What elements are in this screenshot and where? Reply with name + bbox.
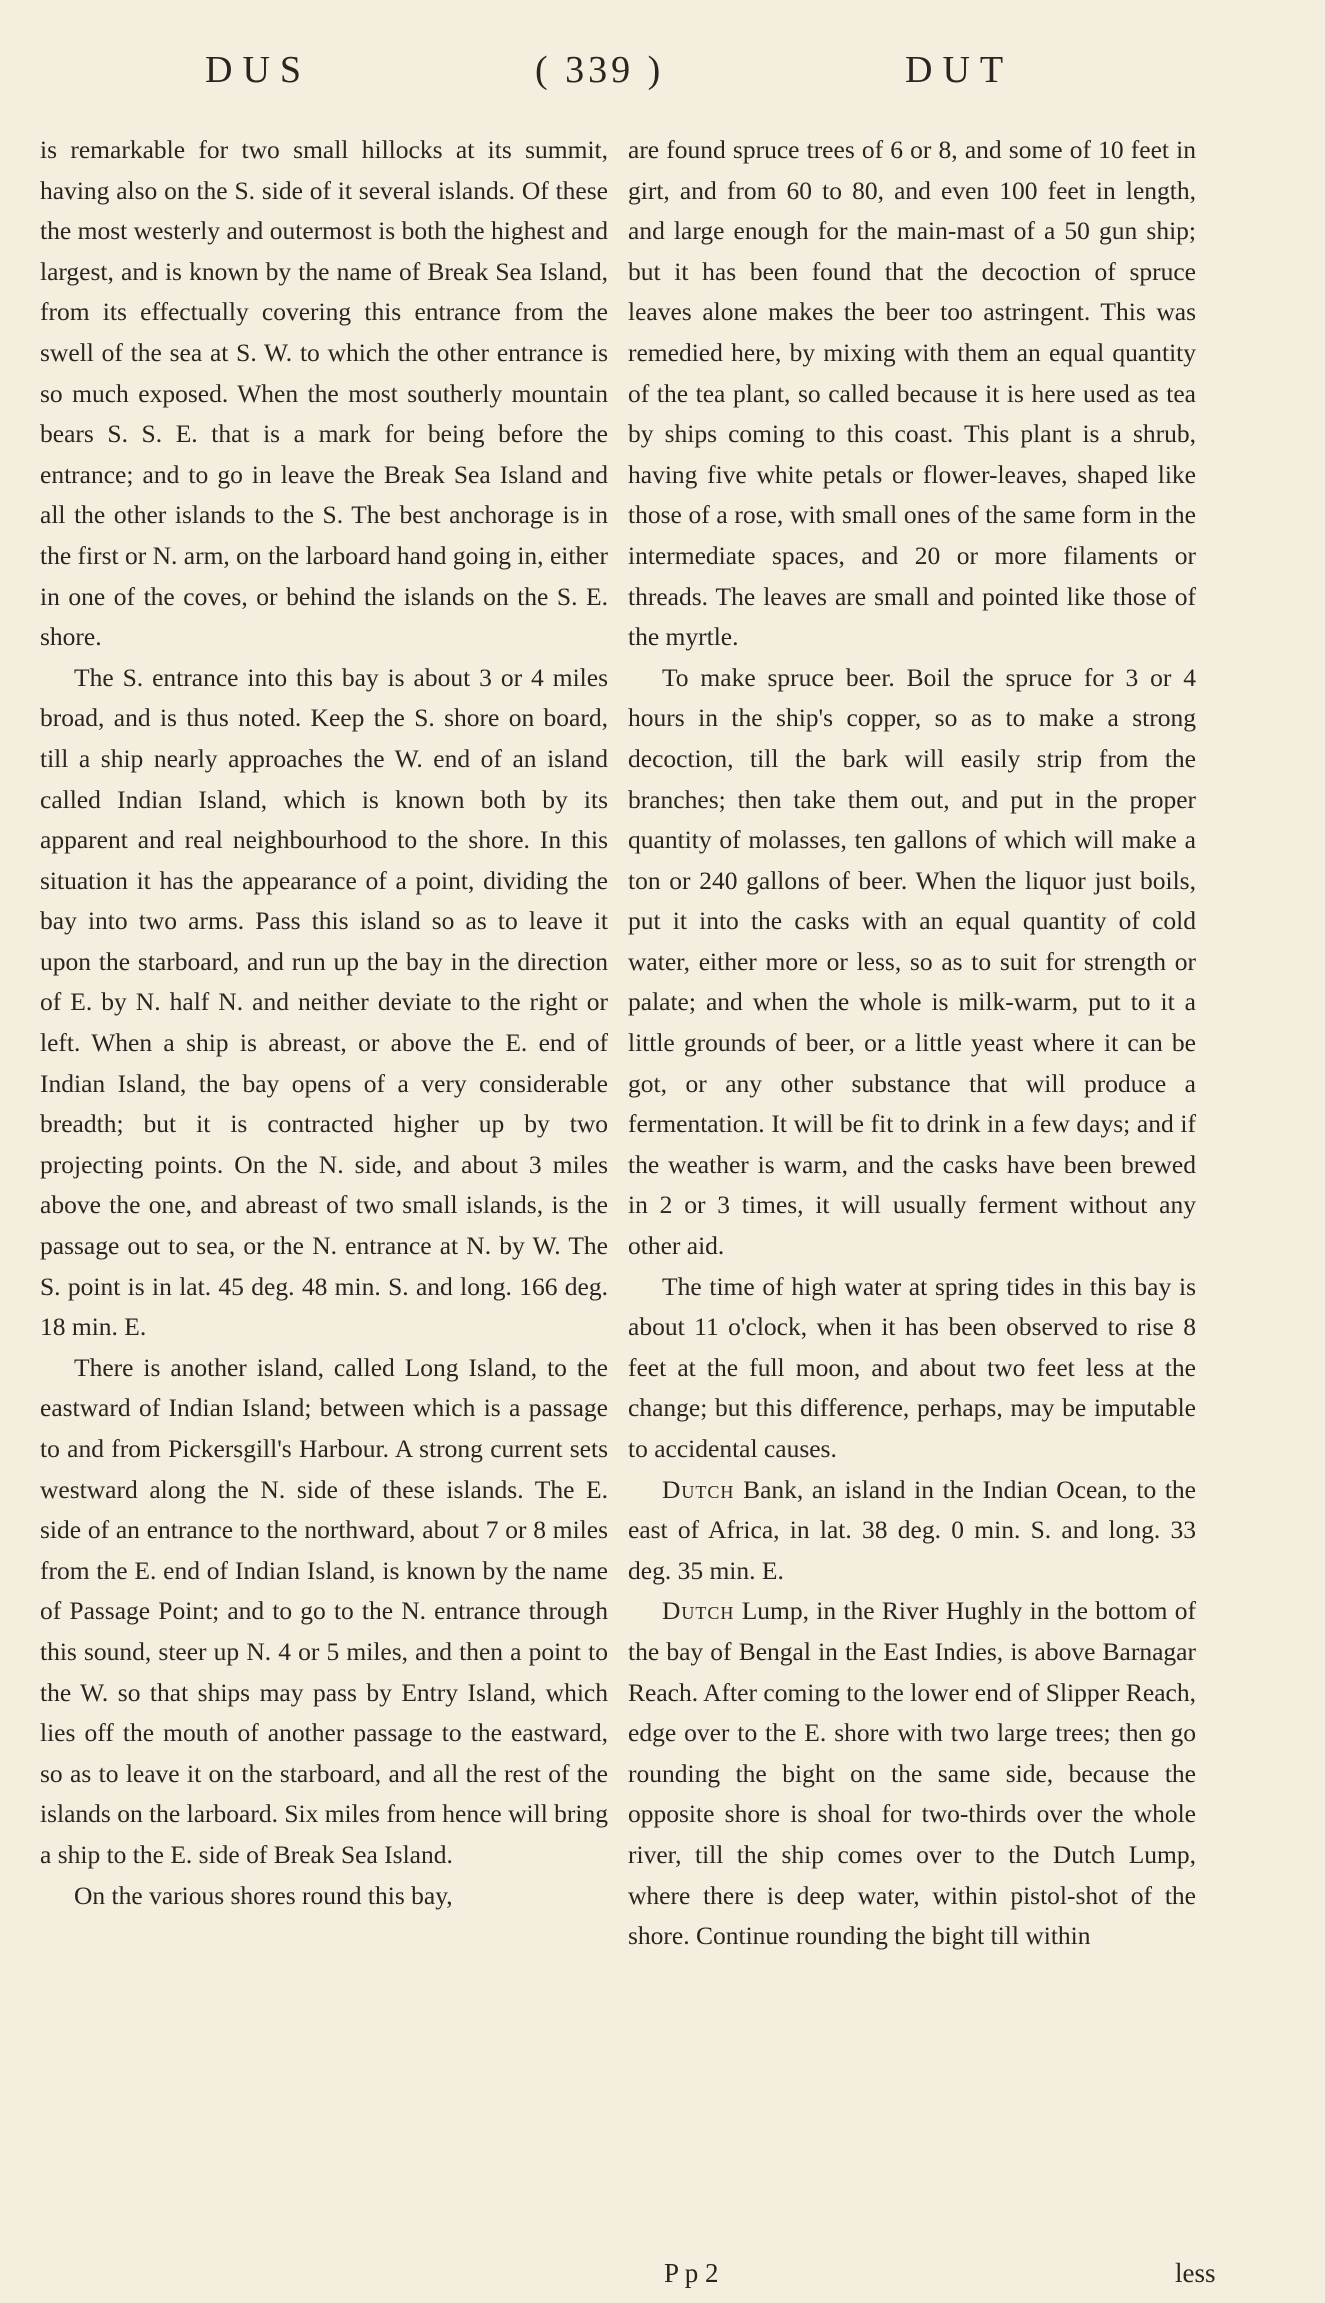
entry-headword: Dutch <box>662 1474 735 1504</box>
left-paragraph-4: On the various shores round this bay, <box>74 1880 453 1910</box>
header-right-word: DUT <box>905 49 1014 91</box>
left-paragraph-1: is remarkable for two small hillocks at its summit, having also on the S. side of it several islands. Of these the most westerly and outermost is both the highest and largest, and is known by the name of Break Sea Island, from its effectually covering this entrance from the swell of the sea at S. W. to which the other entrance is so much exposed. When the most southerly mountain bears S. S. E. that is a mark for being before the entrance; and to go in leave the Break Sea Island and all the other islands to the S. The best anchorage is in the first or N. arm, on the larboard hand going in, either in one of the coves, or behind the islands on the S. E. shore. <box>40 135 608 652</box>
entry-headword: Dutch <box>662 1596 735 1626</box>
entry-text: Lump, in the River Hughly in the bottom of the bay of Bengal in the East Indies, is above Barnagar Reach. After coming to the lower end of Slipper Reach, edge over to the E. shore with two large trees; then go rounding the bight on the same side, because the opposite shore is shoal for two-thirds over the whole river, till the ship comes over to the Dutch Lump, where there is deep water, within pistol-shot of the shore. Continue rounding the bight till within <box>628 1596 1196 1951</box>
right-paragraph-3: The time of high water at spring tides in this bay is about 11 o'clock, when it has been observed to rise 8 feet at the full moon, and about two feet less at the change; but this difference, perhaps, may be imputable to accidental causes. <box>628 1271 1196 1463</box>
header-left-word: DUS <box>205 49 312 91</box>
left-column <box>40 130 608 1916</box>
catchword: less <box>1175 2258 1216 2288</box>
right-paragraph-2: To make spruce beer. Boil the spruce for 3 or 4 hours in the ship's copper, so as to make a strong decoction, till the bark will easily strip from the branches; then take them out, and put in the proper quantity of molasses, ten gallons of which will make a ton or 240 gallons of beer. When the liquor just boils, put it into the casks with an equal quantity of cold water, either more or less, so as to suit for strength or palate; and when the whole is milk-warm, put to it a little grounds of beer, or a little yeast where it can be got, or any other substance that will produce a fermentation. It will be fit to drink in a few days; and if the weather is warm, and the casks have been brewed in 2 or 3 times, it will usually ferment without any other aid. <box>628 662 1196 1261</box>
signature-mark: P p 2 <box>664 2258 719 2288</box>
right-column <box>628 130 1196 1957</box>
right-paragraph-1: are found spruce trees of 6 or 8, and some of 10 feet in girt, and from 60 to 80, and even 100 feet in length, and large enough for the main-mast of a 50 gun ship; but it has been found that the decoction of spruce leaves alone makes the beer too astringent. This was remedied here, by mixing with them an equal quantity of the tea plant, so called because it is here used as tea by ships coming to this coast. This plant is a shrub, having five white petals or flower-leaves, shaped like those of a rose, with small ones of the same form in the intermediate spaces, and 20 or more filaments or threads. The leaves are small and pointed like those of the myrtle. <box>628 135 1196 652</box>
running-header <box>0 48 1325 108</box>
left-paragraph-2: The S. entrance into this bay is about 3 or 4 miles broad, and is thus noted. Keep the S. shore on board, till a ship nearly approaches the W. end of an island called Indian Island, which is known both by its apparent and real neighbourhood to the shore. In this situation it has the appearance of a point, dividing the bay into two arms. Pass this island so as to leave it upon the starboard, and run up the bay in the direction of E. by N. half N. and neither deviate to the right or left. When a ship is abreast, or above the E. end of Indian Island, the bay opens of a very considerable breadth; but it is contracted higher up by two projecting points. On the N. side, and about 3 miles above the one, and abreast of two small islands, is the passage out to sea, or the N. entrance at N. by W. The S. point is in lat. 45 deg. 48 min. S. and long. 166 deg. 18 min. E. <box>40 662 608 1342</box>
left-paragraph-3: There is another island, called Long Island, to the eastward of Indian Island; between which is a passage to and from Pickersgill's Harbour. A strong current sets westward along the N. side of these islands. The E. side of an entrance to the northward, about 7 or 8 miles from the E. end of Indian Island, is known by the name of Passage Point; and to go to the N. entrance through this sound, steer up N. 4 or 5 miles, and then a point to the W. so that ships may pass by Entry Island, which lies off the mouth of another passage to the eastward, so as to leave it on the starboard, and all the rest of the islands on the larboard. Six miles from hence will bring a ship to the E. side of Break Sea Island. <box>40 1352 608 1869</box>
dutch-bank-entry <box>628 1470 1196 1592</box>
entry-text: Bank, an island in the Indian Ocean, to the east of Africa, in lat. 38 deg. 0 min. S. and long. 33 deg. 35 min. E. <box>628 1474 1196 1585</box>
page-number: ( 339 ) <box>535 49 665 91</box>
page-footer <box>0 2258 1325 2298</box>
dutch-lump-entry <box>628 1591 1196 1956</box>
